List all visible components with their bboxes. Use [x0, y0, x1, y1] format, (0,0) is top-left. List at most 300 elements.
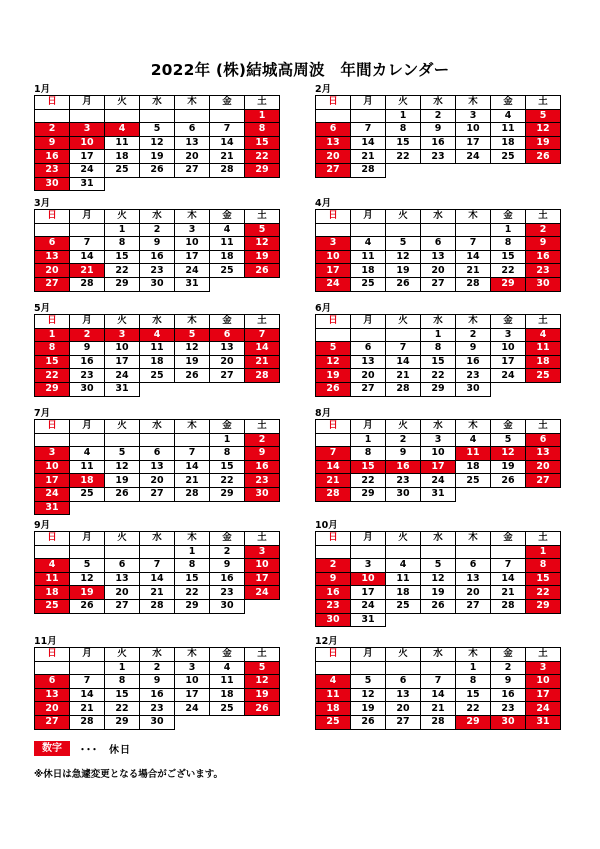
empty-day-cell — [70, 223, 105, 237]
weekday-header-row — [316, 532, 561, 546]
month-2 — [315, 84, 561, 178]
day-cell: 23 — [210, 586, 245, 600]
weekday-header: 火 — [386, 96, 421, 110]
weekday-header: 火 — [386, 420, 421, 434]
day-cell: 26 — [105, 487, 140, 501]
empty-day-cell — [491, 382, 526, 396]
weekday-header: 水 — [140, 648, 175, 662]
day-cell: 6 — [105, 559, 140, 573]
day-cell: 7 — [351, 123, 386, 137]
week-row — [316, 572, 561, 586]
week-row — [35, 501, 280, 515]
day-cell: 2 — [210, 545, 245, 559]
day-cell: 20 — [386, 702, 421, 716]
holiday-day-cell: 5 — [526, 109, 561, 123]
week-row — [316, 433, 561, 447]
empty-day-cell — [245, 501, 280, 515]
month-table — [34, 419, 280, 515]
month-label: 5月 — [34, 303, 51, 314]
day-cell: 20 — [140, 474, 175, 488]
day-cell: 8 — [105, 675, 140, 689]
day-cell: 2 — [386, 433, 421, 447]
day-cell: 11 — [70, 460, 105, 474]
day-cell: 5 — [70, 559, 105, 573]
weekday-header-row — [316, 210, 561, 224]
day-cell: 11 — [491, 123, 526, 137]
weekday-header: 土 — [245, 315, 280, 329]
day-cell: 22 — [175, 586, 210, 600]
holiday-day-cell: 2 — [526, 223, 561, 237]
day-cell: 11 — [210, 675, 245, 689]
day-cell: 26 — [491, 474, 526, 488]
day-cell: 19 — [491, 460, 526, 474]
day-cell: 21 — [70, 702, 105, 716]
day-cell: 19 — [351, 702, 386, 716]
day-cell: 27 — [140, 487, 175, 501]
weekday-header-row — [35, 532, 280, 546]
holiday-day-cell: 20 — [35, 702, 70, 716]
week-row — [316, 599, 561, 613]
month-label: 8月 — [315, 408, 332, 419]
day-cell: 22 — [105, 264, 140, 278]
weekday-header: 火 — [386, 648, 421, 662]
empty-day-cell — [70, 501, 105, 515]
weekday-header: 火 — [105, 210, 140, 224]
day-cell: 23 — [140, 702, 175, 716]
week-row — [35, 688, 280, 702]
month-label: 7月 — [34, 408, 51, 419]
week-row — [35, 177, 280, 191]
weekday-header: 火 — [386, 315, 421, 329]
day-cell: 25 — [140, 369, 175, 383]
day-cell: 11 — [140, 342, 175, 356]
week-row — [35, 661, 280, 675]
day-cell: 6 — [175, 123, 210, 137]
weekday-header: 火 — [386, 532, 421, 546]
day-cell: 19 — [386, 264, 421, 278]
weekday-header: 月 — [351, 315, 386, 329]
holiday-day-cell: 12 — [245, 675, 280, 689]
day-cell: 29 — [351, 487, 386, 501]
holiday-day-cell: 9 — [245, 447, 280, 461]
weekday-header: 月 — [70, 532, 105, 546]
empty-day-cell — [491, 545, 526, 559]
day-cell: 15 — [491, 250, 526, 264]
day-cell: 26 — [421, 599, 456, 613]
holiday-day-cell: 26 — [526, 150, 561, 164]
weekday-header: 日 — [35, 532, 70, 546]
week-row — [316, 661, 561, 675]
holiday-day-cell: 10 — [245, 559, 280, 573]
holiday-day-cell: 30 — [316, 613, 351, 627]
empty-day-cell — [70, 109, 105, 123]
week-row — [35, 342, 280, 356]
day-cell: 30 — [140, 715, 175, 729]
weekday-header: 日 — [35, 210, 70, 224]
day-cell: 22 — [456, 702, 491, 716]
holiday-day-cell: 3 — [105, 328, 140, 342]
day-cell: 31 — [105, 382, 140, 396]
empty-day-cell — [140, 109, 175, 123]
day-cell: 8 — [456, 675, 491, 689]
weekday-header: 金 — [491, 648, 526, 662]
holiday-day-cell: 29 — [526, 599, 561, 613]
empty-day-cell — [351, 328, 386, 342]
day-cell: 28 — [210, 163, 245, 177]
week-row — [316, 355, 561, 369]
weekday-header: 月 — [70, 648, 105, 662]
holiday-day-cell: 22 — [526, 586, 561, 600]
weekday-header: 火 — [386, 210, 421, 224]
day-cell: 24 — [351, 599, 386, 613]
day-cell: 5 — [105, 447, 140, 461]
day-cell: 25 — [210, 702, 245, 716]
day-cell: 20 — [175, 150, 210, 164]
week-row — [316, 447, 561, 461]
day-cell: 9 — [421, 123, 456, 137]
day-cell: 20 — [351, 369, 386, 383]
day-cell: 18 — [105, 150, 140, 164]
day-cell: 4 — [351, 237, 386, 251]
empty-day-cell — [70, 433, 105, 447]
holiday-day-cell: 4 — [316, 675, 351, 689]
weekday-header: 月 — [351, 96, 386, 110]
day-cell: 21 — [210, 150, 245, 164]
week-row — [316, 237, 561, 251]
day-cell: 4 — [386, 559, 421, 573]
day-cell: 6 — [421, 237, 456, 251]
day-cell: 12 — [421, 572, 456, 586]
day-cell: 21 — [456, 264, 491, 278]
day-cell: 15 — [175, 572, 210, 586]
empty-day-cell — [421, 613, 456, 627]
weekday-header: 金 — [491, 210, 526, 224]
holiday-day-cell: 6 — [526, 433, 561, 447]
day-cell: 14 — [351, 136, 386, 150]
day-cell: 7 — [456, 237, 491, 251]
day-cell: 6 — [351, 342, 386, 356]
day-cell: 12 — [140, 136, 175, 150]
day-cell: 28 — [70, 277, 105, 291]
month-table — [34, 531, 280, 614]
holiday-day-cell: 4 — [526, 328, 561, 342]
day-cell: 26 — [140, 163, 175, 177]
weekday-header: 金 — [210, 420, 245, 434]
holiday-day-cell: 6 — [316, 123, 351, 137]
holiday-day-cell: 4 — [140, 328, 175, 342]
empty-day-cell — [491, 613, 526, 627]
holiday-day-cell: 18 — [35, 586, 70, 600]
holiday-day-cell: 13 — [526, 447, 561, 461]
day-cell: 14 — [210, 136, 245, 150]
holiday-day-cell: 17 — [35, 474, 70, 488]
month-table — [315, 314, 561, 397]
week-row — [316, 277, 561, 291]
week-row — [316, 163, 561, 177]
empty-day-cell — [140, 545, 175, 559]
holiday-day-cell: 16 — [526, 250, 561, 264]
day-cell: 19 — [105, 474, 140, 488]
day-cell: 15 — [421, 355, 456, 369]
empty-day-cell — [175, 382, 210, 396]
holiday-day-cell: 27 — [35, 277, 70, 291]
day-cell: 8 — [351, 447, 386, 461]
holiday-day-cell: 11 — [526, 342, 561, 356]
week-row — [35, 599, 280, 613]
holiday-day-cell: 11 — [456, 447, 491, 461]
week-row — [316, 342, 561, 356]
day-cell: 7 — [175, 447, 210, 461]
weekday-header: 水 — [140, 315, 175, 329]
day-cell: 25 — [351, 277, 386, 291]
week-row — [316, 487, 561, 501]
empty-day-cell — [386, 328, 421, 342]
day-cell: 8 — [491, 237, 526, 251]
day-cell: 7 — [386, 342, 421, 356]
holiday-day-cell: 20 — [35, 264, 70, 278]
weekday-header: 土 — [526, 210, 561, 224]
day-cell: 20 — [421, 264, 456, 278]
weekday-header-row — [316, 315, 561, 329]
empty-day-cell — [245, 177, 280, 191]
month-table — [315, 419, 561, 502]
day-cell: 13 — [421, 250, 456, 264]
holiday-day-cell: 8 — [245, 123, 280, 137]
empty-day-cell — [526, 487, 561, 501]
holiday-day-cell: 10 — [70, 136, 105, 150]
empty-day-cell — [35, 433, 70, 447]
day-cell: 31 — [175, 277, 210, 291]
day-cell: 3 — [491, 328, 526, 342]
holiday-day-cell: 5 — [175, 328, 210, 342]
holiday-day-cell: 4 — [35, 559, 70, 573]
day-cell: 1 — [421, 328, 456, 342]
week-row — [35, 237, 280, 251]
holiday-day-cell: 7 — [316, 447, 351, 461]
week-row — [316, 613, 561, 627]
day-cell: 29 — [105, 715, 140, 729]
weekday-header: 土 — [245, 648, 280, 662]
empty-day-cell — [210, 501, 245, 515]
day-cell: 28 — [456, 277, 491, 291]
holiday-day-cell: 16 — [35, 150, 70, 164]
holiday-day-cell: 18 — [70, 474, 105, 488]
day-cell: 7 — [421, 675, 456, 689]
weekday-header: 水 — [421, 96, 456, 110]
weekday-header: 金 — [210, 210, 245, 224]
week-row — [35, 382, 280, 396]
month-label: 9月 — [34, 520, 51, 531]
day-cell: 16 — [491, 688, 526, 702]
holiday-day-cell: 3 — [70, 123, 105, 137]
week-row — [35, 715, 280, 729]
week-row — [316, 264, 561, 278]
holiday-day-cell: 2 — [245, 433, 280, 447]
holiday-day-cell: 20 — [316, 150, 351, 164]
day-cell: 2 — [456, 328, 491, 342]
month-label: 3月 — [34, 198, 51, 209]
holiday-day-cell: 2 — [70, 328, 105, 342]
holiday-day-cell: 31 — [35, 501, 70, 515]
holiday-day-cell: 12 — [316, 355, 351, 369]
weekday-header: 日 — [316, 210, 351, 224]
weekday-header: 金 — [210, 315, 245, 329]
day-cell: 21 — [175, 474, 210, 488]
holiday-day-cell: 12 — [245, 237, 280, 251]
day-cell: 29 — [210, 487, 245, 501]
day-cell: 28 — [491, 599, 526, 613]
day-cell: 27 — [105, 599, 140, 613]
empty-day-cell — [456, 545, 491, 559]
day-cell: 24 — [175, 264, 210, 278]
week-row — [316, 559, 561, 573]
holiday-day-cell: 1 — [526, 545, 561, 559]
day-cell: 2 — [491, 661, 526, 675]
day-cell: 9 — [386, 447, 421, 461]
weekday-header: 日 — [35, 648, 70, 662]
day-cell: 12 — [351, 688, 386, 702]
day-cell: 28 — [351, 163, 386, 177]
holiday-day-cell: 21 — [70, 264, 105, 278]
weekday-header: 金 — [210, 648, 245, 662]
day-cell: 17 — [70, 150, 105, 164]
day-cell: 13 — [386, 688, 421, 702]
empty-day-cell — [245, 599, 280, 613]
holiday-day-cell: 3 — [245, 545, 280, 559]
weekday-header: 土 — [526, 532, 561, 546]
weekday-header: 土 — [526, 648, 561, 662]
holiday-day-cell: 12 — [491, 447, 526, 461]
month-10 — [315, 520, 561, 627]
day-cell: 15 — [210, 460, 245, 474]
holiday-day-cell: 13 — [35, 688, 70, 702]
weekday-header: 日 — [316, 532, 351, 546]
holiday-day-cell: 17 — [245, 572, 280, 586]
week-row — [35, 223, 280, 237]
week-row — [35, 545, 280, 559]
empty-day-cell — [70, 661, 105, 675]
holiday-day-cell: 5 — [245, 223, 280, 237]
weekday-header-row — [316, 648, 561, 662]
empty-day-cell — [140, 433, 175, 447]
legend-text: ･･･ 休日 — [80, 744, 131, 756]
holiday-day-cell: 8 — [35, 342, 70, 356]
day-cell: 16 — [456, 355, 491, 369]
week-row — [316, 328, 561, 342]
day-cell: 9 — [491, 675, 526, 689]
day-cell: 23 — [421, 150, 456, 164]
holiday-day-cell: 24 — [35, 487, 70, 501]
day-cell: 7 — [140, 559, 175, 573]
week-row — [316, 369, 561, 383]
weekday-header: 水 — [421, 532, 456, 546]
day-cell: 28 — [386, 382, 421, 396]
day-cell: 14 — [456, 250, 491, 264]
week-row — [35, 487, 280, 501]
week-row — [35, 250, 280, 264]
day-cell: 22 — [421, 369, 456, 383]
day-cell: 8 — [386, 123, 421, 137]
weekday-header: 木 — [175, 210, 210, 224]
holiday-day-cell: 15 — [526, 572, 561, 586]
weekday-header: 金 — [210, 96, 245, 110]
week-row — [35, 136, 280, 150]
month-12 — [315, 636, 561, 730]
day-cell: 1 — [210, 433, 245, 447]
day-cell: 14 — [140, 572, 175, 586]
month-table — [34, 209, 280, 292]
day-cell: 12 — [386, 250, 421, 264]
month-label: 6月 — [315, 303, 332, 314]
day-cell: 1 — [105, 661, 140, 675]
day-cell: 10 — [175, 237, 210, 251]
holiday-day-cell: 14 — [316, 460, 351, 474]
day-cell: 7 — [491, 559, 526, 573]
day-cell: 14 — [491, 572, 526, 586]
month-8 — [315, 408, 561, 502]
holiday-day-cell: 2 — [35, 123, 70, 137]
weekday-header: 金 — [210, 532, 245, 546]
day-cell: 13 — [105, 572, 140, 586]
day-cell: 11 — [351, 250, 386, 264]
empty-day-cell — [526, 382, 561, 396]
month-table — [315, 209, 561, 292]
holiday-day-cell: 18 — [526, 355, 561, 369]
week-row — [35, 675, 280, 689]
empty-day-cell — [351, 661, 386, 675]
week-row — [316, 675, 561, 689]
holiday-day-cell: 19 — [316, 369, 351, 383]
day-cell: 5 — [421, 559, 456, 573]
weekday-header: 木 — [175, 96, 210, 110]
empty-day-cell — [316, 433, 351, 447]
day-cell: 13 — [140, 460, 175, 474]
day-cell: 4 — [210, 661, 245, 675]
day-cell: 23 — [386, 474, 421, 488]
holiday-day-cell: 3 — [316, 237, 351, 251]
empty-day-cell — [351, 223, 386, 237]
holiday-day-cell: 10 — [316, 250, 351, 264]
week-row — [35, 123, 280, 137]
day-cell: 22 — [386, 150, 421, 164]
week-row — [35, 150, 280, 164]
day-cell: 14 — [70, 688, 105, 702]
day-cell: 22 — [491, 264, 526, 278]
day-cell: 6 — [140, 447, 175, 461]
day-cell: 23 — [70, 369, 105, 383]
empty-day-cell — [456, 487, 491, 501]
empty-day-cell — [105, 177, 140, 191]
weekday-header: 水 — [421, 648, 456, 662]
day-cell: 29 — [421, 382, 456, 396]
holiday-day-cell: 9 — [526, 237, 561, 251]
holiday-day-cell: 13 — [35, 250, 70, 264]
day-cell: 9 — [140, 675, 175, 689]
day-cell: 19 — [140, 150, 175, 164]
empty-day-cell — [105, 501, 140, 515]
day-cell: 22 — [105, 702, 140, 716]
month-1 — [34, 84, 280, 191]
holiday-day-cell: 19 — [245, 250, 280, 264]
day-cell: 25 — [70, 487, 105, 501]
weekday-header-row — [35, 210, 280, 224]
day-cell: 16 — [140, 688, 175, 702]
day-cell: 27 — [386, 715, 421, 729]
holiday-day-cell: 4 — [105, 123, 140, 137]
weekday-header: 水 — [421, 420, 456, 434]
holiday-day-cell: 27 — [35, 715, 70, 729]
day-cell: 21 — [140, 586, 175, 600]
